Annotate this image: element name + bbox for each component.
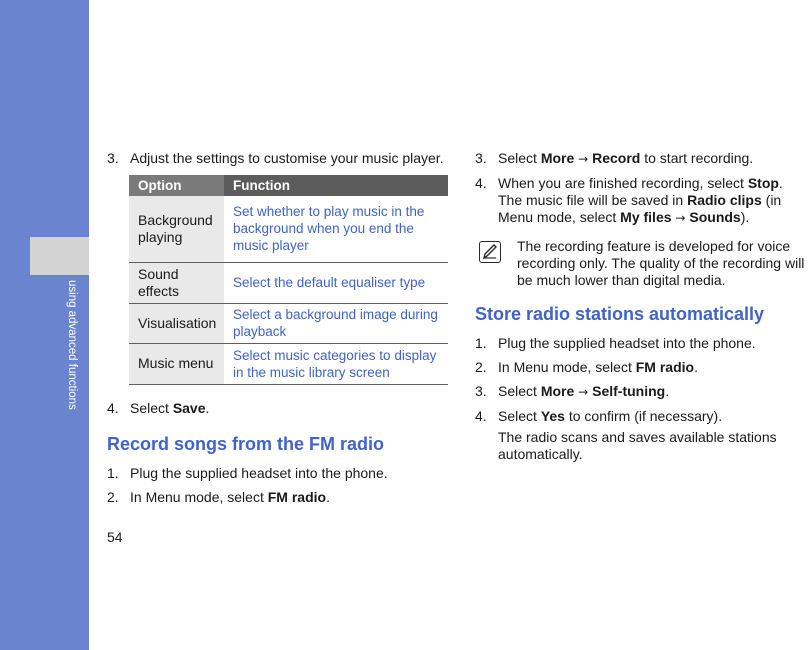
column-header-option: Option — [129, 175, 224, 196]
step-text: Select — [498, 408, 541, 424]
table-row — [129, 196, 448, 262]
step-text: In Menu mode, select — [130, 488, 268, 505]
menu-option-fm-radio: FM radio — [267, 488, 327, 505]
note-box — [475, 238, 808, 289]
sidebar-section-tab — [30, 237, 89, 275]
step-number: 2. — [107, 488, 119, 505]
option-cell: Background playing — [129, 196, 224, 262]
step-number: 3. — [475, 383, 487, 399]
menu-option-sounds: Sounds — [689, 209, 741, 225]
options-table — [129, 175, 448, 385]
option-cell: Visualisation — [129, 303, 224, 343]
step-stop-recording — [475, 175, 808, 227]
step-start-recording — [475, 150, 808, 168]
step-number: 3. — [475, 150, 487, 166]
step-plug-headset — [107, 465, 452, 482]
function-cell: Set whether to play music in the background when you end the music player — [224, 196, 448, 262]
step-text: to confirm (if necessary). — [564, 408, 723, 424]
menu-option-more: More — [540, 150, 575, 166]
step-text: Select — [498, 150, 541, 166]
menu-option-stop: Stop — [747, 175, 779, 191]
left-column — [107, 150, 452, 513]
step-number: 2. — [475, 359, 487, 375]
step-text: Adjust the settings to customise your music player. — [130, 150, 444, 166]
menu-option-yes: Yes — [540, 408, 565, 424]
menu-option-more: More — [540, 383, 575, 399]
step-number: 1. — [107, 464, 119, 481]
right-column — [475, 150, 808, 463]
step-select-fm-radio — [475, 359, 808, 376]
step-text: ). — [740, 209, 750, 225]
step-text: When you are finished recording, select — [498, 175, 748, 191]
note-pencil-icon — [479, 241, 501, 263]
step-text: (in Menu mode, select — [498, 192, 782, 225]
step-select-fm-radio — [107, 489, 452, 506]
arrow-icon: → — [578, 152, 589, 166]
step-select-save — [107, 400, 452, 417]
column-header-function: Function — [224, 175, 448, 196]
menu-option-save: Save — [172, 399, 206, 416]
note-text: The recording feature is developed for voice recording only. The quality of the recording will be much lower than digital media. — [517, 238, 805, 288]
step-self-tuning — [475, 383, 808, 401]
step-text: . — [694, 359, 698, 375]
step-text: Plug the supplied headset into the phone. — [130, 464, 388, 481]
menu-option-fm-radio: FM radio — [635, 359, 695, 375]
table-row — [129, 343, 448, 384]
function-cell: Select music categories to display in the music library screen — [224, 343, 448, 384]
function-cell: Select a background image during playback — [224, 303, 448, 343]
menu-option-my-files: My files — [620, 209, 672, 225]
step-number: 1. — [475, 335, 487, 351]
step-text: Select — [498, 383, 541, 399]
section-label: using advanced functions — [66, 280, 78, 410]
function-cell: Select the default equaliser type — [224, 262, 448, 303]
option-cell: Sound effects — [129, 262, 224, 303]
step-text: . — [665, 383, 670, 399]
menu-option-record: Record — [592, 150, 641, 166]
folder-radio-clips: Radio clips — [687, 192, 762, 208]
step-text: Plug the supplied headset into the phone. — [498, 335, 756, 351]
step-text: . The music file will be saved in — [498, 175, 783, 208]
step-text: In Menu mode, select — [498, 359, 636, 375]
table-row — [129, 262, 448, 303]
step-text: . — [205, 399, 210, 416]
section-heading-store-stations: Store radio stations automatically — [475, 304, 765, 324]
table-header-row — [129, 175, 448, 196]
menu-option-self-tuning: Self-tuning — [592, 383, 666, 399]
step-number: 3. — [107, 150, 119, 166]
arrow-icon: → — [578, 385, 589, 399]
step-number: 4. — [475, 175, 487, 191]
page-number: 54 — [107, 529, 123, 545]
section-heading-record-fm: Record songs from the FM radio — [107, 433, 385, 454]
step-number: 4. — [107, 399, 119, 416]
step-number: 4. — [475, 408, 487, 424]
step-text: . — [326, 488, 330, 505]
step-text: to start recording. — [640, 150, 754, 166]
step-detail: The radio scans and saves available stations automatically. — [498, 429, 777, 462]
step-adjust-settings — [107, 150, 452, 167]
step-text: Select — [130, 399, 173, 416]
table-row — [129, 303, 448, 343]
step-confirm — [475, 408, 808, 425]
arrow-icon: → — [675, 211, 686, 225]
option-cell: Music menu — [129, 343, 224, 384]
step-plug-headset — [475, 335, 808, 352]
